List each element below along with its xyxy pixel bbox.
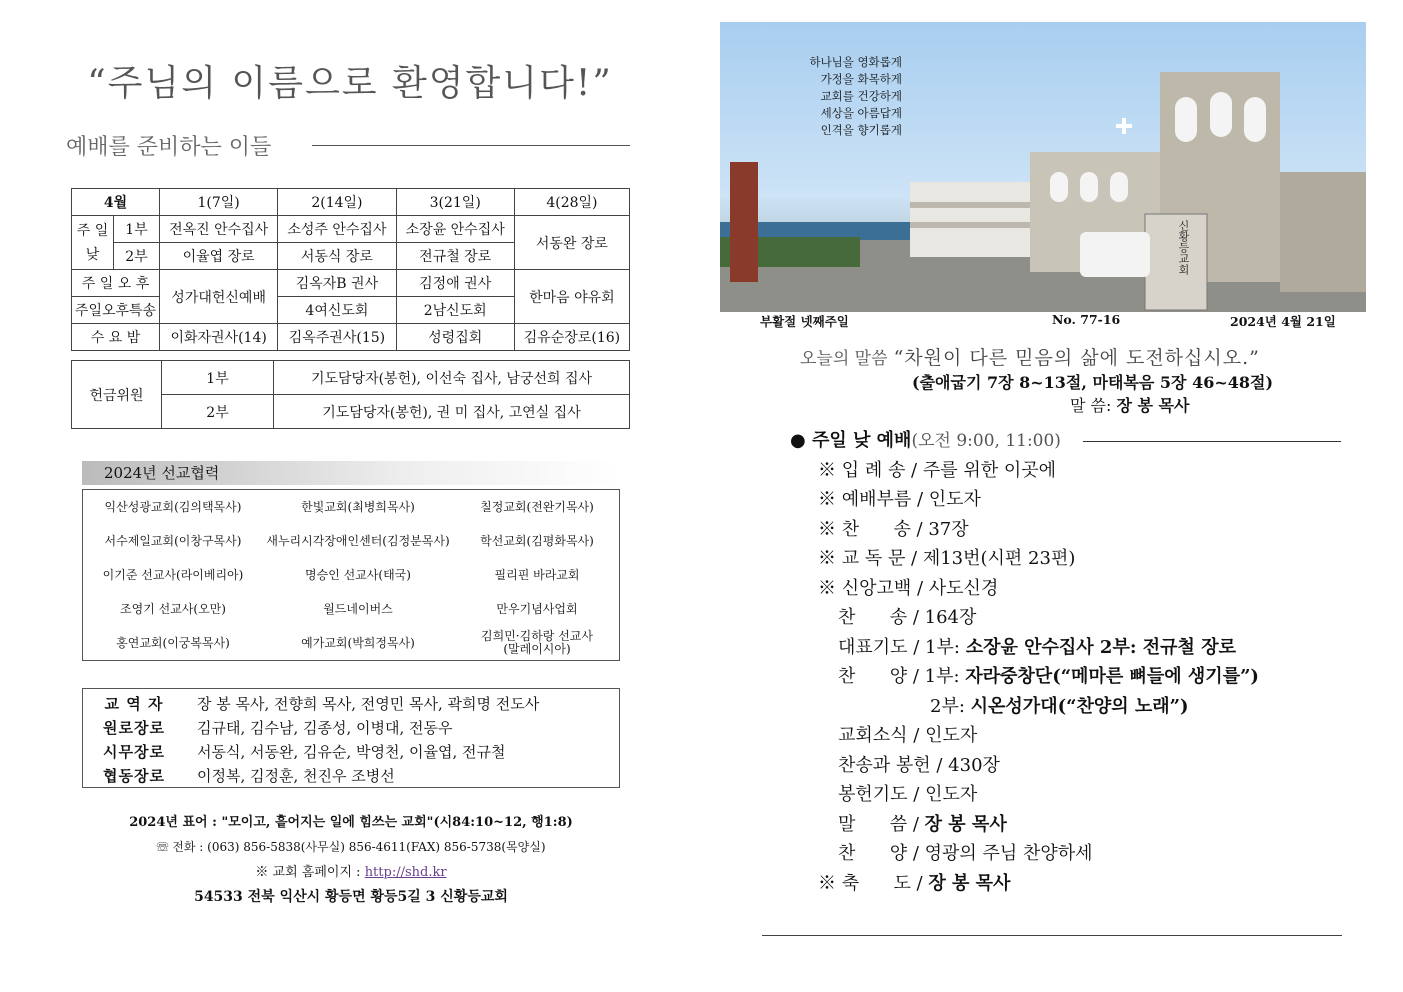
order-item-label: 찬 양 / xyxy=(838,843,925,864)
staff-box xyxy=(82,688,620,788)
order-item xyxy=(790,515,1350,545)
duty-cell: 전옥진 안수집사 xyxy=(160,216,278,243)
mission-item: 만우기념사업회 xyxy=(496,601,578,616)
service-label: 1부 xyxy=(114,216,160,243)
order-item-label: ※ 예배부름 / xyxy=(818,489,929,510)
mission-item: 새누리시각장애인센터(김정분목사) xyxy=(266,533,450,548)
mission-item: 예가교회(박희정목사) xyxy=(301,635,415,650)
order-title: ● 주일 낮 예배 xyxy=(790,430,912,451)
duty-cell: 전규철 장로 xyxy=(396,243,514,270)
duty-cell: 이화자권사(14) xyxy=(160,324,278,351)
motto-line: 가정을 화목하게 xyxy=(820,72,902,86)
order-header xyxy=(790,426,1350,456)
church-sign-text: 신황등교회 xyxy=(1177,220,1190,275)
mission-item: 이기준 선교사(라이베리아) xyxy=(102,567,244,582)
welcome-heading: “주님의 이름으로 환영합니다!” xyxy=(87,63,613,104)
mission-item: 칠정교회(전완기목사) xyxy=(480,499,594,514)
order-item-label: 찬송과 봉헌 / xyxy=(838,754,949,776)
pm-label: 주 일 오 후 xyxy=(72,270,160,297)
mission-item: 조영기 선교사(오만) xyxy=(120,601,226,616)
offering-label: 헌금위원 xyxy=(72,361,162,429)
offering-table xyxy=(71,360,630,429)
staff-value: 김규태, 김수남, 김종성, 이병대, 전동우 xyxy=(197,718,453,737)
motto-line: 세상을 아름답게 xyxy=(820,106,902,120)
mission-item: 서수제일교회(이창구목사) xyxy=(104,533,242,548)
duty-cell: 성령집회 xyxy=(396,324,514,351)
duty-cell: 소성주 안수집사 xyxy=(278,216,396,243)
date-header: 3(21일) xyxy=(396,189,514,216)
preacher-label: 말 씀: xyxy=(1070,396,1117,415)
issue-date: 2024년 4월 21일 xyxy=(1230,314,1336,329)
duty-cell: 서동식 장로 xyxy=(278,243,396,270)
order-item-label: ※ 신앙고백 / xyxy=(818,577,929,599)
sermon-lead: 오늘의 말씀 xyxy=(800,349,888,369)
staff-label: 교 역 자 xyxy=(104,694,164,713)
sunday-label-1: 주 일 xyxy=(76,222,109,239)
order-item xyxy=(790,692,1350,722)
prep-title: 예배를 준비하는 이들 xyxy=(66,135,272,160)
order-of-worship xyxy=(790,426,1350,898)
order-item xyxy=(790,633,1350,663)
order-item-value: 인도자 xyxy=(928,489,981,510)
sunday-label xyxy=(72,216,114,270)
order-item xyxy=(790,603,1350,633)
order-item-value: 인도자 xyxy=(925,725,978,746)
duty-cell: 김옥주권사(15) xyxy=(278,324,396,351)
order-item-value: 주를 위한 이곳에 xyxy=(922,459,1057,481)
mission-box xyxy=(82,489,620,661)
offering-names: 기도담당자(봉헌), 권 미 집사, 고연실 집사 xyxy=(274,395,630,429)
church-phone: ☏ 전화 : (063) 856-5838(사무실) 856-4611(FAX) 856-5738(목양실) xyxy=(156,840,546,854)
order-item xyxy=(790,721,1350,751)
staff-value: 서동식, 서동완, 김유순, 박영천, 이율엽, 전규철 xyxy=(197,742,506,761)
order-item-label: ※ 교 독 문 / xyxy=(818,548,923,569)
bell-tower xyxy=(730,162,758,282)
order-item-label: 찬 양 / 1부: xyxy=(838,666,966,687)
duty-cell: 서동완 장로 xyxy=(514,216,629,270)
duty-cell: 4여신도회 xyxy=(278,297,396,324)
duty-cell: 2남신도회 xyxy=(396,297,514,324)
mission-title: 2024년 선교협력 xyxy=(82,461,620,485)
motto-list xyxy=(762,54,902,139)
order-item-value: 제13번(시편 23편) xyxy=(922,548,1076,569)
order-item-value: 37장 xyxy=(928,518,969,540)
offering-service: 1부 xyxy=(162,361,274,395)
duty-cell: 성가대헌신예배 xyxy=(160,270,278,324)
mission-item-name: 김희민·김하랑 선교사 xyxy=(481,629,593,643)
order-list xyxy=(790,456,1350,899)
order-item xyxy=(790,869,1350,899)
divider xyxy=(312,145,630,146)
motto-line: 인격을 향기롭게 xyxy=(820,123,902,137)
sermon-title: “차원이 다른 믿음의 삶에 도전하십시오.” xyxy=(893,347,1260,369)
issue-week: 부활절 넷째주일 xyxy=(760,314,849,329)
preacher-name: 장 봉 목사 xyxy=(1116,396,1190,415)
sunday-label-2: 낮 xyxy=(85,246,100,263)
mission-item: 명승인 선교사(태국) xyxy=(305,567,411,582)
homepage-link[interactable]: http://shd.kr xyxy=(364,865,447,880)
homepage-label: ※ 교회 홈페이지 : xyxy=(255,865,365,880)
motto-line: 교회를 건강하게 xyxy=(820,89,902,103)
month-header: 4월 xyxy=(72,189,160,216)
order-item xyxy=(790,780,1350,810)
order-item xyxy=(790,662,1350,692)
motto-line: 하나님을 영화롭게 xyxy=(809,55,902,69)
offering-names: 기도담당자(봉헌), 이선숙 집사, 남궁선희 집사 xyxy=(274,361,630,395)
homepage xyxy=(82,860,620,885)
duty-cell: 소장윤 안수집사 xyxy=(396,216,514,243)
order-item-value: 영광의 주님 찬양하세 xyxy=(924,843,1093,864)
order-item-value: 164장 xyxy=(924,607,977,628)
mission-item xyxy=(453,630,621,656)
sermon-preacher-line xyxy=(1070,393,1360,416)
order-item-value: 인도자 xyxy=(925,784,978,805)
church-photo xyxy=(720,22,1366,312)
mission-item-country: (말레이시아) xyxy=(503,642,571,656)
divider xyxy=(762,935,1342,936)
order-item xyxy=(790,544,1350,574)
order-item-label: 대표기도 / 1부: xyxy=(838,636,966,658)
date-header: 1(7일) xyxy=(160,189,278,216)
order-time: (오전 9:00, 11:00) xyxy=(911,431,1061,451)
sermon-ref: (출애굽기 7장 8~13절, 마태복음 5장 46~48절) xyxy=(912,373,1274,392)
order-item xyxy=(790,456,1350,486)
order-item xyxy=(790,810,1350,840)
wed-label: 수 요 밤 xyxy=(72,324,160,351)
order-item-value: 시온성가대(“찬양의 노래”) xyxy=(970,695,1189,717)
order-item-label: 말 씀 / xyxy=(838,813,925,835)
order-item-value: 장 봉 목사 xyxy=(928,872,1011,894)
order-item-label: 교회소식 / xyxy=(838,725,926,746)
order-item-label: 찬 송 / xyxy=(838,607,925,628)
staff-value: 장 봉 목사, 전향희 목사, 전영민 목사, 곽희명 전도사 xyxy=(197,694,540,713)
duty-cell: 김옥자B 권사 xyxy=(278,270,396,297)
offering-service: 2부 xyxy=(162,395,274,429)
staff-label: 시무장로 xyxy=(103,742,165,761)
sermon-block xyxy=(760,343,1360,416)
pm-special-label: 주일오후특송 xyxy=(72,297,160,324)
mission-item: 홍연교회(이궁복목사) xyxy=(116,635,230,650)
sermon-heading xyxy=(800,343,1360,370)
staff-value: 이정복, 김정훈, 천진우 조병선 xyxy=(197,766,395,785)
order-item xyxy=(790,485,1350,515)
duty-cell: 김유순장로(16) xyxy=(514,324,629,351)
order-item-value: 사도신경 xyxy=(928,577,999,599)
date-header: 2(14일) xyxy=(278,189,396,216)
staff-label: 원로장로 xyxy=(103,718,165,737)
order-item-value: 소장윤 안수집사 2부: 전규철 장로 xyxy=(965,636,1236,658)
mission-item: 익산성광교회(김의택목사) xyxy=(104,499,242,514)
issue-number: No. 77-16 xyxy=(1052,312,1121,327)
order-item-value: 자라중창단(“메마른 뼈들에 생기를”) xyxy=(965,666,1259,687)
order-item-label: ※ 찬 송 / xyxy=(818,518,929,540)
church-motto: 2024년 표어 : "모이고, 흩어지는 일에 힘쓰는 교회"(시84:10~12, 행1:8) xyxy=(129,815,573,830)
order-item-label: 2부: xyxy=(930,695,971,717)
order-item xyxy=(790,839,1350,869)
mission-item: 학선교회(김평화목사) xyxy=(480,533,594,548)
order-item-label: ※ 입 례 송 / xyxy=(818,459,923,481)
order-item xyxy=(790,574,1350,604)
church-address: 54533 전북 익산시 황등면 황등5길 3 신황등교회 xyxy=(194,889,508,905)
order-rule xyxy=(1083,441,1341,442)
duty-cell: 김정애 권사 xyxy=(396,270,514,297)
order-item-label: ※ 축 도 / xyxy=(818,872,929,894)
mission-item: 한빛교회(최병희목사) xyxy=(301,499,415,514)
duty-table xyxy=(71,188,630,351)
date-header: 4(28일) xyxy=(514,189,629,216)
mission-item: 필리핀 바라교회 xyxy=(494,567,580,582)
mission-item: 월드네이버스 xyxy=(323,601,393,616)
order-item-value: 장 봉 목사 xyxy=(924,813,1007,835)
duty-cell: 이율엽 장로 xyxy=(160,243,278,270)
footer xyxy=(82,810,620,910)
order-item xyxy=(790,751,1350,781)
order-item-label: 봉헌기도 / xyxy=(838,784,926,805)
staff-label: 협동장로 xyxy=(103,766,165,785)
duty-cell: 한마음 야유회 xyxy=(514,270,629,324)
order-item-value: 430장 xyxy=(948,754,1000,776)
service-label: 2부 xyxy=(114,243,160,270)
